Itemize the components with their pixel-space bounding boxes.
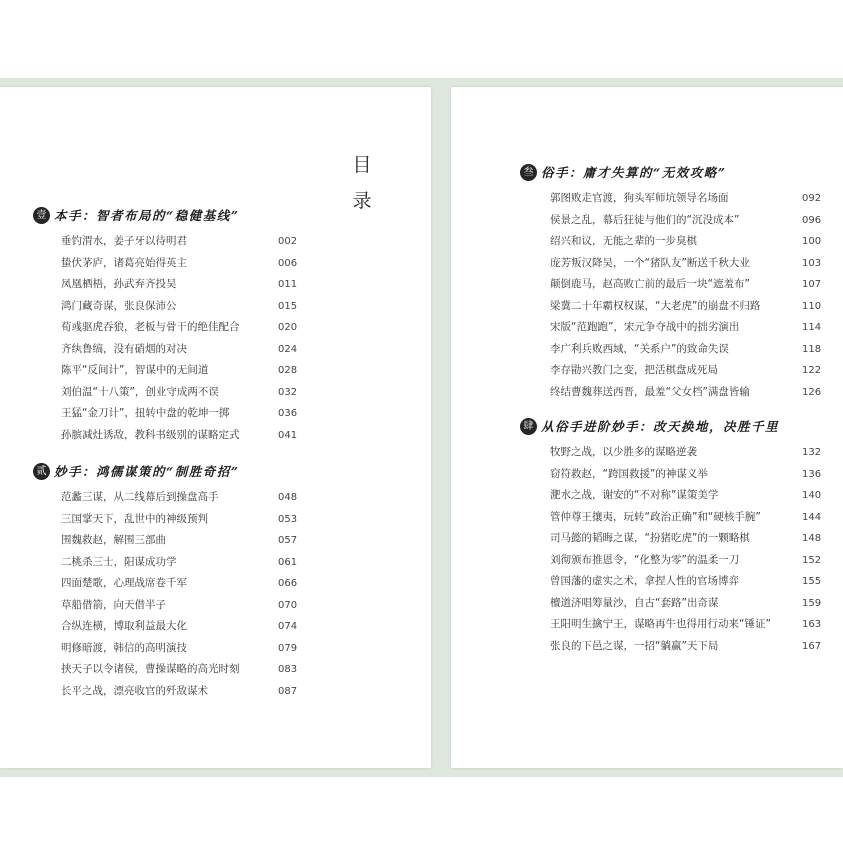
entry-title: 孙膑减灶诱敌，教科书级别的谋略定式	[61, 428, 240, 441]
entry-page-number: 070	[278, 599, 298, 611]
entry-page-number: 096	[802, 214, 822, 226]
toc-entry[interactable]	[550, 210, 822, 232]
entry-page-number: 087	[278, 685, 298, 697]
entry-title: 三国掌天下，乱世中的神级预判	[61, 512, 208, 525]
toc-entry[interactable]	[61, 425, 298, 447]
section-title: 妙手：鸿儒谋策的“制胜奇招”	[54, 464, 240, 479]
entry-title: 庞芳叛汉降吴，一个“猪队友”断送千秋大业	[550, 256, 750, 269]
entry-title: 郭图败走官渡，狗头军师坑领导名场面	[550, 192, 729, 204]
entry-page-number: 053	[278, 513, 298, 525]
toc-entry[interactable]	[61, 296, 298, 318]
entry-page-number: 103	[802, 257, 822, 269]
title-char: 录	[352, 190, 372, 212]
entry-page-number: 092	[802, 193, 822, 204]
toc-entry[interactable]	[550, 339, 822, 361]
entry-page-number: 144	[802, 511, 822, 523]
toc-entry[interactable]	[550, 464, 822, 486]
entry-page-number: 028	[278, 365, 298, 376]
entry-title: 合纵连横，博取利益最大化	[61, 620, 187, 632]
toc-entry[interactable]	[61, 231, 298, 253]
toc-entry[interactable]	[61, 403, 298, 425]
entry-page-number: 011	[278, 279, 298, 290]
entry-title: 凤凰栖梧，孙武弃齐投吴	[61, 278, 177, 290]
entry-page-number: 036	[278, 408, 298, 419]
section-heading	[520, 161, 726, 183]
toc-entry[interactable]	[61, 382, 298, 404]
toc-entry[interactable]	[550, 571, 822, 593]
toc-entry[interactable]	[550, 274, 822, 296]
toc-entry[interactable]	[550, 296, 822, 318]
entry-page-number: 015	[278, 300, 298, 312]
entry-title: 陈平“反间计”，智谋中的无间道	[61, 364, 209, 376]
entry-page-number: 024	[278, 343, 298, 355]
toc-entry[interactable]	[61, 360, 298, 382]
entry-title: 齐纨鲁缟，没有硝烟的对决	[61, 342, 187, 355]
toc-entry[interactable]	[550, 360, 822, 382]
toc-entry[interactable]	[550, 528, 822, 550]
entry-page-number: 163	[802, 619, 822, 630]
entry-page-number: 002	[278, 236, 298, 247]
section-title: 从俗手进阶妙手：改天换地，决胜千里	[541, 419, 780, 434]
entry-page-number: 066	[278, 578, 298, 589]
toc-entry[interactable]	[61, 616, 298, 638]
entry-title: 侯景之乱，幕后狂徒与他们的“沉没成本”	[550, 213, 740, 226]
section-entries	[61, 487, 298, 702]
section-heading	[520, 415, 779, 437]
toc-entry[interactable]	[550, 614, 822, 636]
toc-entry[interactable]	[550, 593, 822, 615]
section-title: 俗手：庸才失算的“无效攻略”	[541, 165, 727, 180]
toc-entry[interactable]	[550, 188, 822, 210]
entry-title: 牧野之战，以少胜多的谋略逆袭	[550, 446, 697, 458]
toc-section-3	[520, 161, 822, 403]
entry-page-number: 126	[802, 386, 822, 398]
toc-entry[interactable]	[61, 339, 298, 361]
entry-page-number: 167	[802, 640, 822, 652]
entry-page-number: 148	[802, 533, 822, 544]
entry-page-number: 041	[278, 429, 298, 441]
toc-entry[interactable]	[61, 659, 298, 681]
entry-page-number: 140	[802, 490, 822, 501]
toc-entry[interactable]	[550, 231, 822, 253]
entry-page-number: 020	[278, 322, 298, 333]
section-title: 本手：智者布局的“稳健基线”	[54, 208, 240, 223]
entry-page-number: 155	[802, 576, 822, 587]
toc-entry[interactable]	[61, 509, 298, 531]
entry-title: 荀彧驱虎吞狼，老板与骨干的绝佳配合	[61, 321, 240, 333]
entry-title: 张良的下邑之谋，一招“躺赢”天下局	[550, 639, 719, 652]
section-heading	[33, 460, 239, 482]
section-entries	[61, 231, 298, 446]
toc-entry[interactable]	[61, 681, 298, 703]
entry-title: 檀道济唱筹量沙，自古“套路”出奇谋	[550, 596, 719, 609]
toc-entry[interactable]	[550, 550, 822, 572]
entry-page-number: 118	[802, 343, 822, 355]
toc-entry[interactable]	[61, 595, 298, 617]
entry-title: 窃符救赵，“跨国救援”的神谋义举	[550, 467, 708, 480]
toc-section-2	[33, 460, 298, 702]
entry-page-number: 159	[802, 597, 822, 609]
entry-title: 鸿门藏奇谋，张良保沛公	[61, 299, 177, 312]
toc-entry[interactable]	[61, 487, 298, 509]
section-badge: 叁	[520, 164, 537, 181]
entry-title: 王猛“金刀计”，扭转中盘的乾坤一掷	[61, 407, 230, 419]
entry-page-number: 132	[802, 447, 822, 458]
entry-page-number: 114	[802, 322, 822, 333]
section-badge: 壹	[33, 207, 50, 224]
entry-page-number: 107	[802, 279, 822, 290]
section-badge: 肆	[520, 418, 537, 435]
toc-entry[interactable]	[550, 636, 822, 658]
entry-page-number: 079	[278, 642, 298, 654]
entry-title: 李存勖兴教门之变，把活棋盘成死局	[550, 364, 718, 376]
toc-entry[interactable]	[550, 442, 822, 464]
toc-entry[interactable]	[550, 317, 822, 339]
entry-title: 司马懿的韬晦之谋，“扮猪吃虎”的一颗略棋	[550, 532, 750, 544]
entry-title: 刘伯温“十八策”，创业守成两不误	[61, 385, 219, 398]
page-title	[352, 147, 372, 219]
toc-entry[interactable]	[61, 274, 298, 296]
entry-title: 垂钓渭水，姜子牙以待明君	[61, 235, 187, 247]
entry-title: 蛰伏茅庐，诸葛亮始得英主	[61, 256, 187, 269]
toc-entry[interactable]	[61, 552, 298, 574]
toc-entry[interactable]	[550, 507, 822, 529]
entry-title: 管仲尊王攘夷，玩转“政治正确”和“硬核手腕”	[550, 510, 761, 523]
entry-title: 明修暗渡，韩信的高明演技	[61, 641, 187, 654]
toc-section-4	[520, 415, 822, 657]
toc-entry[interactable]	[61, 317, 298, 339]
entry-page-number: 006	[278, 257, 298, 269]
entry-title: 草船借箭，向天借半子	[61, 598, 166, 611]
title-char: 目	[352, 154, 372, 176]
section-badge: 贰	[33, 463, 50, 480]
entry-title: 王阳明生擒宁王，谋略再牛也得用行动来“锤证”	[550, 618, 771, 630]
entry-page-number: 136	[802, 468, 822, 480]
entry-title: 范蠡三谋，从二线幕后到操盘高手	[61, 491, 219, 503]
entry-title: 四面楚歌，心理战席卷千军	[61, 577, 187, 589]
toc-entry[interactable]	[550, 485, 822, 507]
entry-title: 二桃杀三士，阳谋成功学	[61, 555, 177, 568]
entry-page-number: 152	[802, 554, 822, 566]
entry-page-number: 110	[802, 300, 822, 312]
toc-entry[interactable]	[550, 253, 822, 275]
entry-page-number: 048	[278, 492, 298, 503]
entry-title: 围魏救赵，解围三部曲	[61, 534, 166, 546]
toc-entry[interactable]	[61, 573, 298, 595]
entry-title: 刘彻颁布推恩令，“化整为零”的温柔一刀	[550, 553, 740, 566]
toc-entry[interactable]	[61, 530, 298, 552]
entry-title: 淝水之战，谢安的“不对称”谋策美学	[550, 489, 719, 501]
section-entries	[550, 188, 822, 403]
entry-title: 终结曹魏葬送西晋，最羞“父女档”满盘皆输	[550, 385, 750, 398]
entry-page-number: 032	[278, 386, 298, 398]
toc-entry[interactable]	[61, 638, 298, 660]
entry-page-number: 061	[278, 556, 298, 568]
entry-title: 宋版“范跑跑”，宋元争夺战中的拙劣演出	[550, 321, 740, 333]
entry-title: 梁冀二十年霸权权谋，“大老虎”的崩盘不归路	[550, 299, 761, 312]
entry-page-number: 100	[802, 236, 822, 247]
entry-title: 颠倒鹿马，赵高败亡前的最后一块“遮羞布”	[550, 278, 750, 290]
toc-entry[interactable]	[550, 382, 822, 404]
entry-title: 李广利兵败西域，“关系户”的致命失误	[550, 342, 729, 355]
entry-page-number: 057	[278, 535, 298, 546]
entry-title: 绍兴和议，无能之辈的一步臭棋	[550, 235, 697, 247]
entry-title: 挟天子以令诸侯，曹操谋略的高光时刻	[61, 663, 240, 675]
entry-page-number: 122	[802, 365, 822, 376]
section-entries	[550, 442, 822, 657]
section-heading	[33, 204, 239, 226]
entry-page-number: 083	[278, 664, 298, 675]
toc-entry[interactable]	[61, 253, 298, 275]
entry-title: 长平之战，漂亮收官的歼敌谋术	[61, 684, 208, 697]
entry-title: 曾国藩的虚实之术，拿捏人性的官场博弈	[550, 575, 739, 587]
entry-page-number: 074	[278, 621, 298, 632]
toc-section-1	[33, 204, 298, 446]
